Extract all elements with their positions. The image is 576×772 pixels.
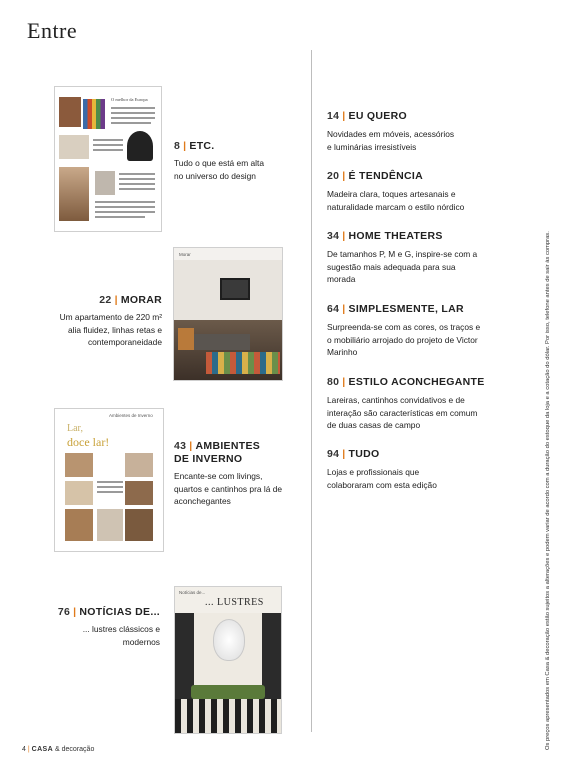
thumb-photo (127, 131, 153, 161)
thumb-caption: O melhor da Europa (111, 97, 148, 102)
thumbnail-ambientes[interactable] (54, 408, 164, 552)
toc-separator: | (183, 140, 187, 152)
toc-entry-simplesmente-lar[interactable] (327, 303, 527, 359)
thumb-caption: Notícias de... (179, 590, 206, 595)
toc-separator: | (342, 376, 346, 388)
thumb-photo-shelf (206, 352, 280, 374)
toc-separator: | (342, 170, 346, 182)
thumb-photo-sofa (194, 334, 250, 350)
thumb-photo (65, 481, 93, 505)
thumb-headline: Lar, (67, 423, 83, 434)
thumb-text-line (111, 117, 155, 119)
thumbnail-etc[interactable] (54, 86, 162, 232)
toc-entry-heading (327, 230, 527, 243)
thumb-photo (65, 509, 93, 541)
toc-separator: | (342, 110, 346, 122)
toc-entry-ambientes[interactable] (174, 440, 304, 508)
thumb-text-line (111, 112, 155, 114)
thumb-text-line (97, 486, 123, 488)
thumb-text-line (111, 107, 155, 109)
toc-entry-heading (327, 303, 527, 316)
thumb-text-line (119, 188, 155, 190)
toc-page-number: 20 (327, 170, 340, 182)
thumb-photo-chair (178, 328, 194, 350)
thumb-text-line (93, 149, 123, 151)
footer-brand-suffix: & decoração (55, 746, 95, 753)
toc-page-number: 14 (327, 110, 340, 122)
thumb-photo (59, 97, 81, 127)
thumb-text-line (119, 173, 155, 175)
thumb-photo-tv (220, 278, 250, 300)
toc-entry-estilo-aconchegante[interactable] (327, 376, 527, 432)
thumb-text-line (97, 491, 123, 493)
toc-entry-description: Tudo o que está em alta no universo do design (174, 158, 265, 181)
thumb-headline: doce lar! (67, 435, 110, 449)
thumbnail-morar[interactable] (173, 247, 283, 381)
thumb-photo (125, 481, 153, 505)
thumb-text-line (119, 178, 155, 180)
thumb-photo (95, 171, 115, 195)
footer-brand: CASA (31, 746, 54, 753)
chandelier-icon (213, 619, 245, 661)
thumb-caption: Morar (179, 252, 191, 257)
thumb-photo (125, 453, 153, 477)
toc-entry-title: HOME THEATERS (348, 230, 443, 242)
toc-entry-noticias[interactable] (52, 606, 160, 648)
toc-entry-title: AMBIENTES DE INVERNO (174, 440, 261, 465)
toc-separator: | (342, 230, 346, 242)
toc-entry-description: Encante-se com livings, quartos e cantinhos pra lá de aconchegantes (174, 471, 283, 507)
thumb-text-line (93, 144, 123, 146)
toc-entry-heading (174, 140, 304, 153)
section-title: Entre (27, 18, 78, 43)
toc-entry-title: ETC. (189, 140, 215, 152)
toc-entry-morar[interactable] (52, 294, 162, 349)
toc-entry-heading (327, 110, 527, 123)
toc-entry-heading (52, 606, 160, 619)
thumb-photo (59, 167, 89, 221)
toc-entry-eu-quero[interactable] (327, 110, 527, 153)
toc-entry-description: Lareiras, cantinhos convidativos e de interação são características em comum de duas casas de campo (327, 395, 478, 431)
column-divider (311, 50, 312, 732)
thumb-text-line (111, 122, 151, 124)
toc-entry-title: SIMPLESMENTE, LAR (348, 303, 464, 315)
toc-separator: | (73, 606, 77, 618)
toc-entry-title: TUDO (348, 448, 380, 460)
toc-entry-description: Surpreenda-se com as cores, os traços e o mobiliário arrojado do projeto de Victor Marinho (327, 322, 481, 358)
footer-separator: | (27, 746, 30, 753)
toc-page-number: 94 (327, 448, 340, 460)
thumb-photo-table (191, 685, 265, 699)
thumb-photo (83, 99, 105, 129)
toc-entry-home-theaters[interactable] (327, 230, 527, 286)
thumb-photo (97, 509, 123, 541)
thumb-text-line (95, 201, 155, 203)
thumb-text-line (97, 481, 123, 483)
toc-entry-heading (52, 294, 162, 307)
toc-page-number: 43 (174, 440, 187, 452)
thumb-caption: Ambientes de Inverno (109, 413, 153, 418)
toc-entry-etc[interactable] (174, 140, 304, 182)
toc-page-number: 76 (57, 606, 71, 618)
toc-separator: | (189, 440, 193, 452)
side-note-vertical: Os preços apresentados em Casa & decoração estão sujeitos a alterações e podem variar de acordo com a duração do estoque da loja e a cotação do dólar. Por isso, telefone antes de sair às compras. (545, 231, 551, 750)
thumb-photo (65, 453, 93, 477)
toc-entry-title: EU QUERO (348, 110, 407, 122)
toc-entry-title: MORAR (120, 294, 162, 306)
toc-entry-description: Madeira clara, toques artesanais e naturalidade marcam o estilo nórdico (327, 189, 465, 212)
toc-page-number: 80 (327, 376, 340, 388)
thumb-headline: ... LUSTRES (205, 597, 264, 608)
thumb-text-line (93, 139, 123, 141)
toc-entry-title: NOTÍCIAS DE... (79, 606, 160, 618)
thumb-text-line (119, 183, 155, 185)
toc-entry-description: Lojas e profissionais que colaboraram com esta edição (327, 467, 437, 490)
thumb-text-line (95, 206, 155, 208)
toc-separator: | (342, 303, 346, 315)
toc-entry-heading (327, 376, 527, 389)
toc-entry-description: De tamanhos P, M e G, inspire-se com a sugestão mais adequada para sua morada (327, 249, 478, 285)
toc-page-number: 64 (327, 303, 340, 315)
toc-entry-e-tendencia[interactable] (327, 170, 527, 213)
toc-separator: | (114, 294, 118, 306)
thumb-photo (59, 135, 89, 159)
toc-entry-title: É TENDÊNCIA (348, 170, 424, 182)
toc-page-number: 8 (174, 140, 181, 152)
toc-entry-description: ... lustres clássicos e modernos (82, 624, 160, 647)
toc-separator: | (342, 448, 346, 460)
thumb-photo (125, 509, 153, 541)
thumb-photo-floor (175, 699, 281, 733)
toc-entry-heading (327, 170, 527, 183)
thumbnail-noticias[interactable] (174, 586, 282, 734)
toc-page-number: 34 (327, 230, 340, 242)
toc-entry-heading (174, 440, 274, 466)
toc-entry-tudo[interactable] (327, 448, 527, 491)
toc-entry-description: Um apartamento de 220 m² alia fluidez, linhas retas e contemporaneidade (59, 312, 162, 348)
footer-page-number: 4 (22, 746, 26, 753)
thumb-text-line (95, 216, 145, 218)
toc-entry-title: ESTILO ACONCHEGANTE (348, 376, 485, 388)
page-footer (22, 746, 94, 753)
toc-page-number: 22 (99, 294, 112, 306)
toc-entry-description: Novidades em móveis, acessórios e luminárias irresistíveis (327, 129, 455, 152)
toc-entry-heading (327, 448, 527, 461)
thumb-text-line (95, 211, 155, 213)
